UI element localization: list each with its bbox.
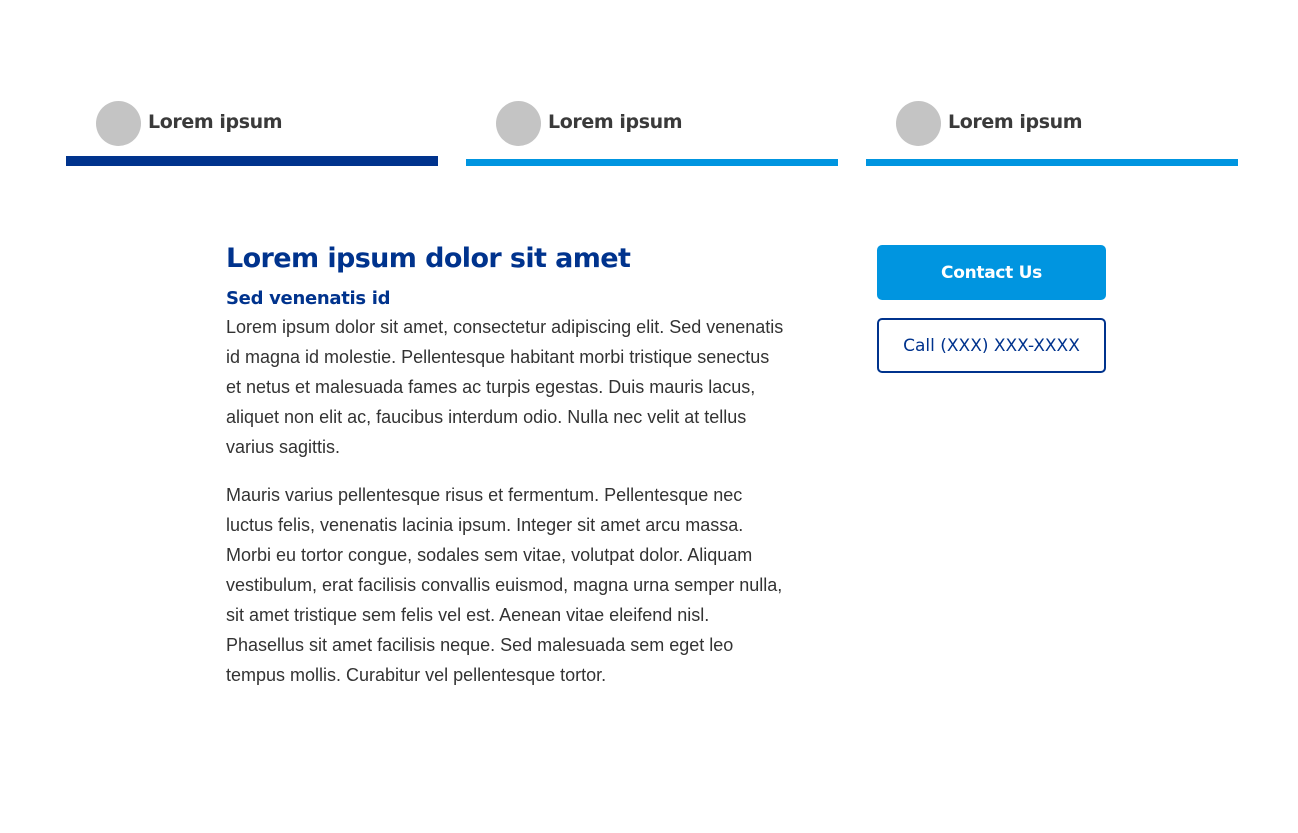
tab-3-avatar-placeholder	[896, 101, 941, 146]
tab-1-label: Lorem ipsum	[148, 111, 283, 133]
tab-2-avatar-placeholder	[496, 101, 541, 146]
tab-1[interactable]	[66, 100, 438, 166]
content-subtitle: Sed venenatis id	[226, 288, 391, 309]
contact-us-button[interactable]: Contact Us	[877, 245, 1106, 300]
tab-2[interactable]	[466, 100, 838, 166]
call-button[interactable]: Call (XXX) XXX-XXXX	[877, 318, 1106, 373]
tab-1-avatar-placeholder	[96, 101, 141, 146]
content-panel	[226, 240, 786, 690]
tab-2-indicator	[466, 159, 838, 166]
content-title: Lorem ipsum dolor sit amet	[226, 243, 631, 274]
tab-3-indicator	[866, 159, 1238, 166]
content-paragraph-2: Mauris varius pellentesque risus et fermentum. Pellentesque nec luctus felis, venenatis lacinia ipsum. Integer sit amet arcu massa. Morbi eu tortor congue, sodales sem vitae, volutpat dolor. Aliquam vestibulum, erat facilisis convallis euismod, magna urna semper nulla, sit amet tristique sem felis vel est. Aenean vitae eleifend nisl. Phasellus sit amet facilisis neque. Sed malesuada sem eget leo tempus mollis. Curabitur vel pellentesque tortor.	[226, 485, 783, 685]
tab-3-label: Lorem ipsum	[948, 111, 1083, 133]
tab-2-label: Lorem ipsum	[548, 111, 683, 133]
tab-3[interactable]	[866, 100, 1238, 166]
content-paragraph-1: Lorem ipsum dolor sit amet, consectetur adipiscing elit. Sed venenatis id magna id molestie. Pellentesque habitant morbi tristique senectus et netus et malesuada fames ac turpis egestas. Duis mauris lacus, aliquet non elit ac, faucibus interdum odio. Nulla nec velit at tellus varius sagittis.	[226, 317, 784, 457]
tab-1-active-indicator	[66, 156, 438, 166]
